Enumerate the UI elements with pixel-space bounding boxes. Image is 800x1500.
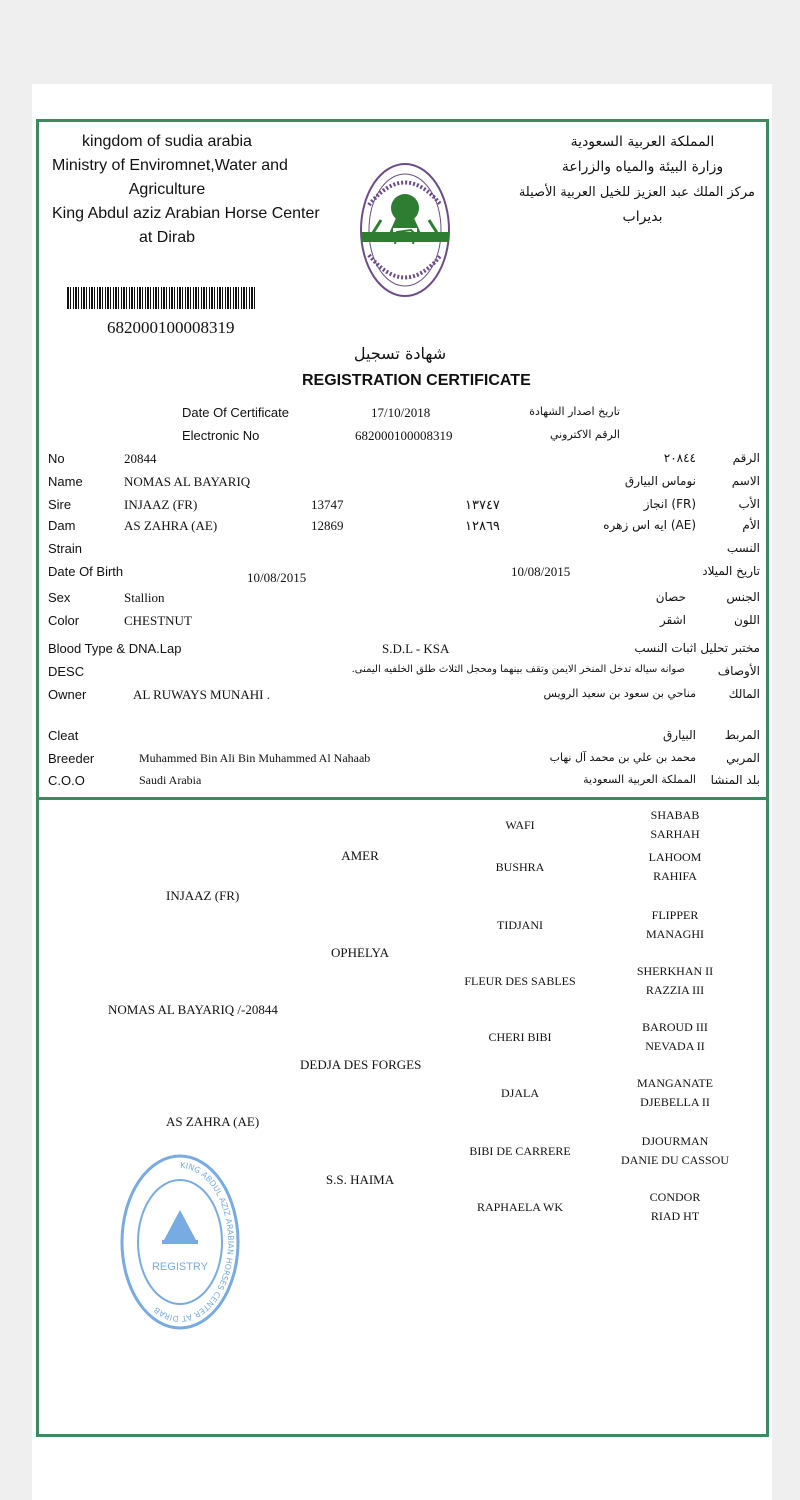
header-en-line: Agriculture — [128, 181, 206, 198]
strain-label-ar: النسب — [726, 541, 760, 555]
cleat-label: Cleat — [48, 728, 79, 743]
desc-value-ar: صوانه سياله تدخل المنخر الايمن وتقف بينهما ومحجل الثلاث طلق الخلفيه اليمنى. — [351, 664, 685, 675]
cleat-label-ar: المربط — [724, 728, 760, 742]
name-label: Name — [48, 474, 83, 489]
desc-label-ar: الأوصاف — [717, 664, 760, 678]
pedigree-gen3-item: CHERI BIBI — [488, 1030, 552, 1044]
pedigree-gen3-item: DJALA — [501, 1086, 539, 1100]
pedigree-gen4-pair — [610, 906, 740, 944]
sex-value-ar: حصان — [655, 590, 686, 604]
header-ar-line: بديراب — [622, 209, 663, 225]
stamp-center-text: REGISTRY — [151, 1261, 209, 1273]
sire-reg: 13747 — [311, 497, 344, 512]
dob-value-2: 10/08/2015 — [511, 564, 571, 579]
desc-label: DESC — [48, 664, 85, 679]
pedigree-gen4-item: DJEBELLA II — [640, 1095, 710, 1109]
pedigree-gen4-item: RAHIFA — [653, 869, 697, 883]
no-label-ar: الرقم — [732, 451, 760, 465]
sex-label-ar: الجنس — [726, 590, 760, 604]
barcode-number: 682000100008319 — [107, 318, 235, 337]
header-en-line: at Dirab — [138, 229, 196, 246]
blood-type-label-ar: مختبر تحليل اثبات النسب — [634, 641, 760, 655]
no-value-ar: ٢٠٨٤٤ — [663, 451, 696, 465]
sex-value: Stallion — [124, 590, 165, 605]
owner-label: Owner — [48, 687, 87, 702]
header-en-line: kingdom of sudia arabia — [82, 133, 252, 150]
sire-label: Sire — [48, 497, 72, 512]
coo-value-ar: المملكة العربية السعودية — [583, 773, 696, 786]
dam-reg-ar: ١٢٨٦٩ — [465, 518, 500, 533]
pedigree-gen4-item: RIAD HT — [650, 1209, 700, 1223]
pedigree-gen3-item: FLEUR DES SABLES — [464, 974, 576, 988]
date-of-certificate-label-ar: تاريخ اصدار الشهادة — [529, 405, 620, 418]
coo-value: Saudi Arabia — [139, 773, 202, 787]
owner-label-ar: المالك — [728, 687, 760, 701]
pedigree-gen3-item: WAFI — [505, 818, 535, 832]
pedigree-gen4-pair — [610, 962, 740, 1000]
page-title: REGISTRATION CERTIFICATE — [302, 372, 531, 389]
blood-type-label: Blood Type & DNA.Lap — [48, 641, 182, 656]
pedigree-gen4-item: MANGANATE — [637, 1076, 713, 1090]
breeder-label: Breeder — [48, 751, 95, 766]
pedigree-gen4-item: CONDOR — [649, 1190, 701, 1204]
coo-label-ar: بلد المنشا — [710, 773, 760, 787]
pedigree-gen4-item: DANIE DU CASSOU — [620, 1153, 729, 1167]
barcode-graphic — [67, 287, 257, 309]
coo-label: C.O.O — [48, 773, 85, 788]
color-label: Color — [48, 613, 80, 628]
owner-value: AL RUWAYS MUNAHI . — [133, 687, 270, 702]
pedigree-gen3-item: BIBI DE CARRERE — [469, 1144, 571, 1158]
cleat-value-ar: البيارق — [663, 728, 696, 742]
color-label-ar: اللون — [734, 613, 760, 627]
owner-value-ar: مناحي بن سعود بن سعيد الرويس — [543, 687, 696, 700]
electronic-no-label-ar: الرقم الاكتروني — [549, 428, 620, 441]
blood-type-value: S.D.L - KSA — [382, 641, 450, 656]
dob-label: Date Of Birth — [48, 564, 124, 579]
pedigree-gen4-item: NEVADA II — [645, 1039, 705, 1053]
color-value: CHESTNUT — [124, 613, 192, 628]
name-label-ar: الاسم — [731, 474, 760, 488]
pedigree-gen2-item: DEDJA DES FORGES — [300, 1057, 422, 1072]
sire-label-ar: الأب — [738, 497, 760, 511]
pedigree-gen2-item: OPHELYA — [331, 945, 389, 960]
stamp-ring-text: KING ABDUL AZIZ ARABIAN HORSES CENTER AT DIRAB — [152, 1160, 235, 1324]
pedigree-gen3-item: BUSHRA — [495, 860, 545, 874]
electronic-no-value: 682000100008319 — [355, 428, 453, 443]
pedigree-gen4-pair — [610, 848, 740, 886]
color-value-ar: اشقر — [659, 613, 686, 627]
date-of-certificate-label: Date Of Certificate — [182, 405, 289, 420]
pedigree-gen4-item: SHABAB — [650, 808, 700, 822]
pedigree-horse: NOMAS AL BAYARIQ /-20844 — [108, 1002, 278, 1017]
name-value-ar: نوماس البيارق — [624, 474, 696, 488]
pedigree-gen3-item: TIDJANI — [497, 918, 543, 932]
pedigree-gen4-pair — [610, 1188, 740, 1226]
pedigree-gen2-item: AMER — [341, 848, 379, 863]
title-arabic: شهادة تسجيل — [353, 344, 447, 363]
pedigree-gen4-item: LAHOOM — [648, 850, 702, 864]
name-value: NOMAS AL BAYARIQ — [124, 474, 251, 489]
pedigree-gen4-pair — [610, 1132, 740, 1170]
pedigree-gen4-pair — [610, 806, 740, 844]
date-of-certificate-value: 17/10/2018 — [371, 405, 431, 420]
electronic-no-label: Electronic No — [182, 428, 260, 443]
pedigree-gen2-item: S.S. HAIMA — [325, 1172, 395, 1187]
breeder-value-ar: محمد بن علي بن محمد آل نهاب — [549, 751, 696, 764]
header-en-line: Ministry of Enviromnet,Water and — [52, 157, 288, 174]
dam-reg: 12869 — [311, 518, 344, 533]
sex-label: Sex — [48, 590, 71, 605]
pedigree-dam: AS ZAHRA (AE) — [166, 1114, 260, 1129]
section-divider — [36, 797, 769, 800]
sire-reg-ar: ١٣٧٤٧ — [465, 497, 500, 512]
breeder-label-ar: المربي — [726, 751, 760, 765]
pedigree-gen4-item: BAROUD III — [642, 1020, 708, 1034]
breeder-value: Muhammed Bin Ali Bin Muhammed Al Nahaab — [139, 751, 371, 765]
sire-value-ar: (FR) انجاز — [643, 497, 696, 511]
pedigree-gen3-item: RAPHAELA WK — [476, 1200, 564, 1214]
pedigree-gen4-item: MANAGHI — [646, 927, 704, 941]
dam-value: AS ZAHRA (AE) — [124, 518, 218, 533]
pedigree-sire: INJAAZ (FR) — [166, 888, 240, 903]
pedigree-gen4-item: FLIPPER — [651, 908, 699, 922]
no-value: 20844 — [124, 451, 157, 466]
dam-value-ar: (AE) ايه اس زهره — [603, 518, 696, 532]
header-english — [52, 130, 320, 250]
header-ar-line: المملكة العربية السعودية — [570, 134, 715, 150]
header-ar-line: وزارة البيئة والمياه والزراعة — [561, 159, 724, 175]
sire-value: INJAAZ (FR) — [124, 497, 198, 512]
pedigree-gen4-pair — [610, 1074, 740, 1112]
strain-label: Strain — [48, 541, 82, 556]
dam-label-ar: الأم — [742, 518, 760, 532]
center-logo-icon — [355, 150, 455, 310]
pedigree-gen4-item: SARHAH — [650, 827, 700, 841]
dob-label-ar: تاريخ الميلاد — [702, 564, 760, 578]
pedigree-gen4-item: RAZZIA III — [645, 983, 705, 997]
header-arabic — [518, 130, 755, 230]
dob-value: 10/08/2015 — [247, 570, 307, 585]
dam-label: Dam — [48, 518, 76, 533]
pedigree-gen4-pair — [610, 1018, 740, 1056]
pedigree-gen4-item: DJOURMAN — [641, 1134, 709, 1148]
registry-stamp-icon — [118, 1152, 242, 1332]
header-en-line: King Abdul aziz Arabian Horse Center — [52, 205, 320, 222]
no-label: No — [48, 451, 65, 466]
header-ar-line: مركز الملك عبد العزيز للخيل العربية الأصيلة — [518, 185, 755, 200]
pedigree-gen4-item: SHERKHAN II — [636, 964, 714, 978]
